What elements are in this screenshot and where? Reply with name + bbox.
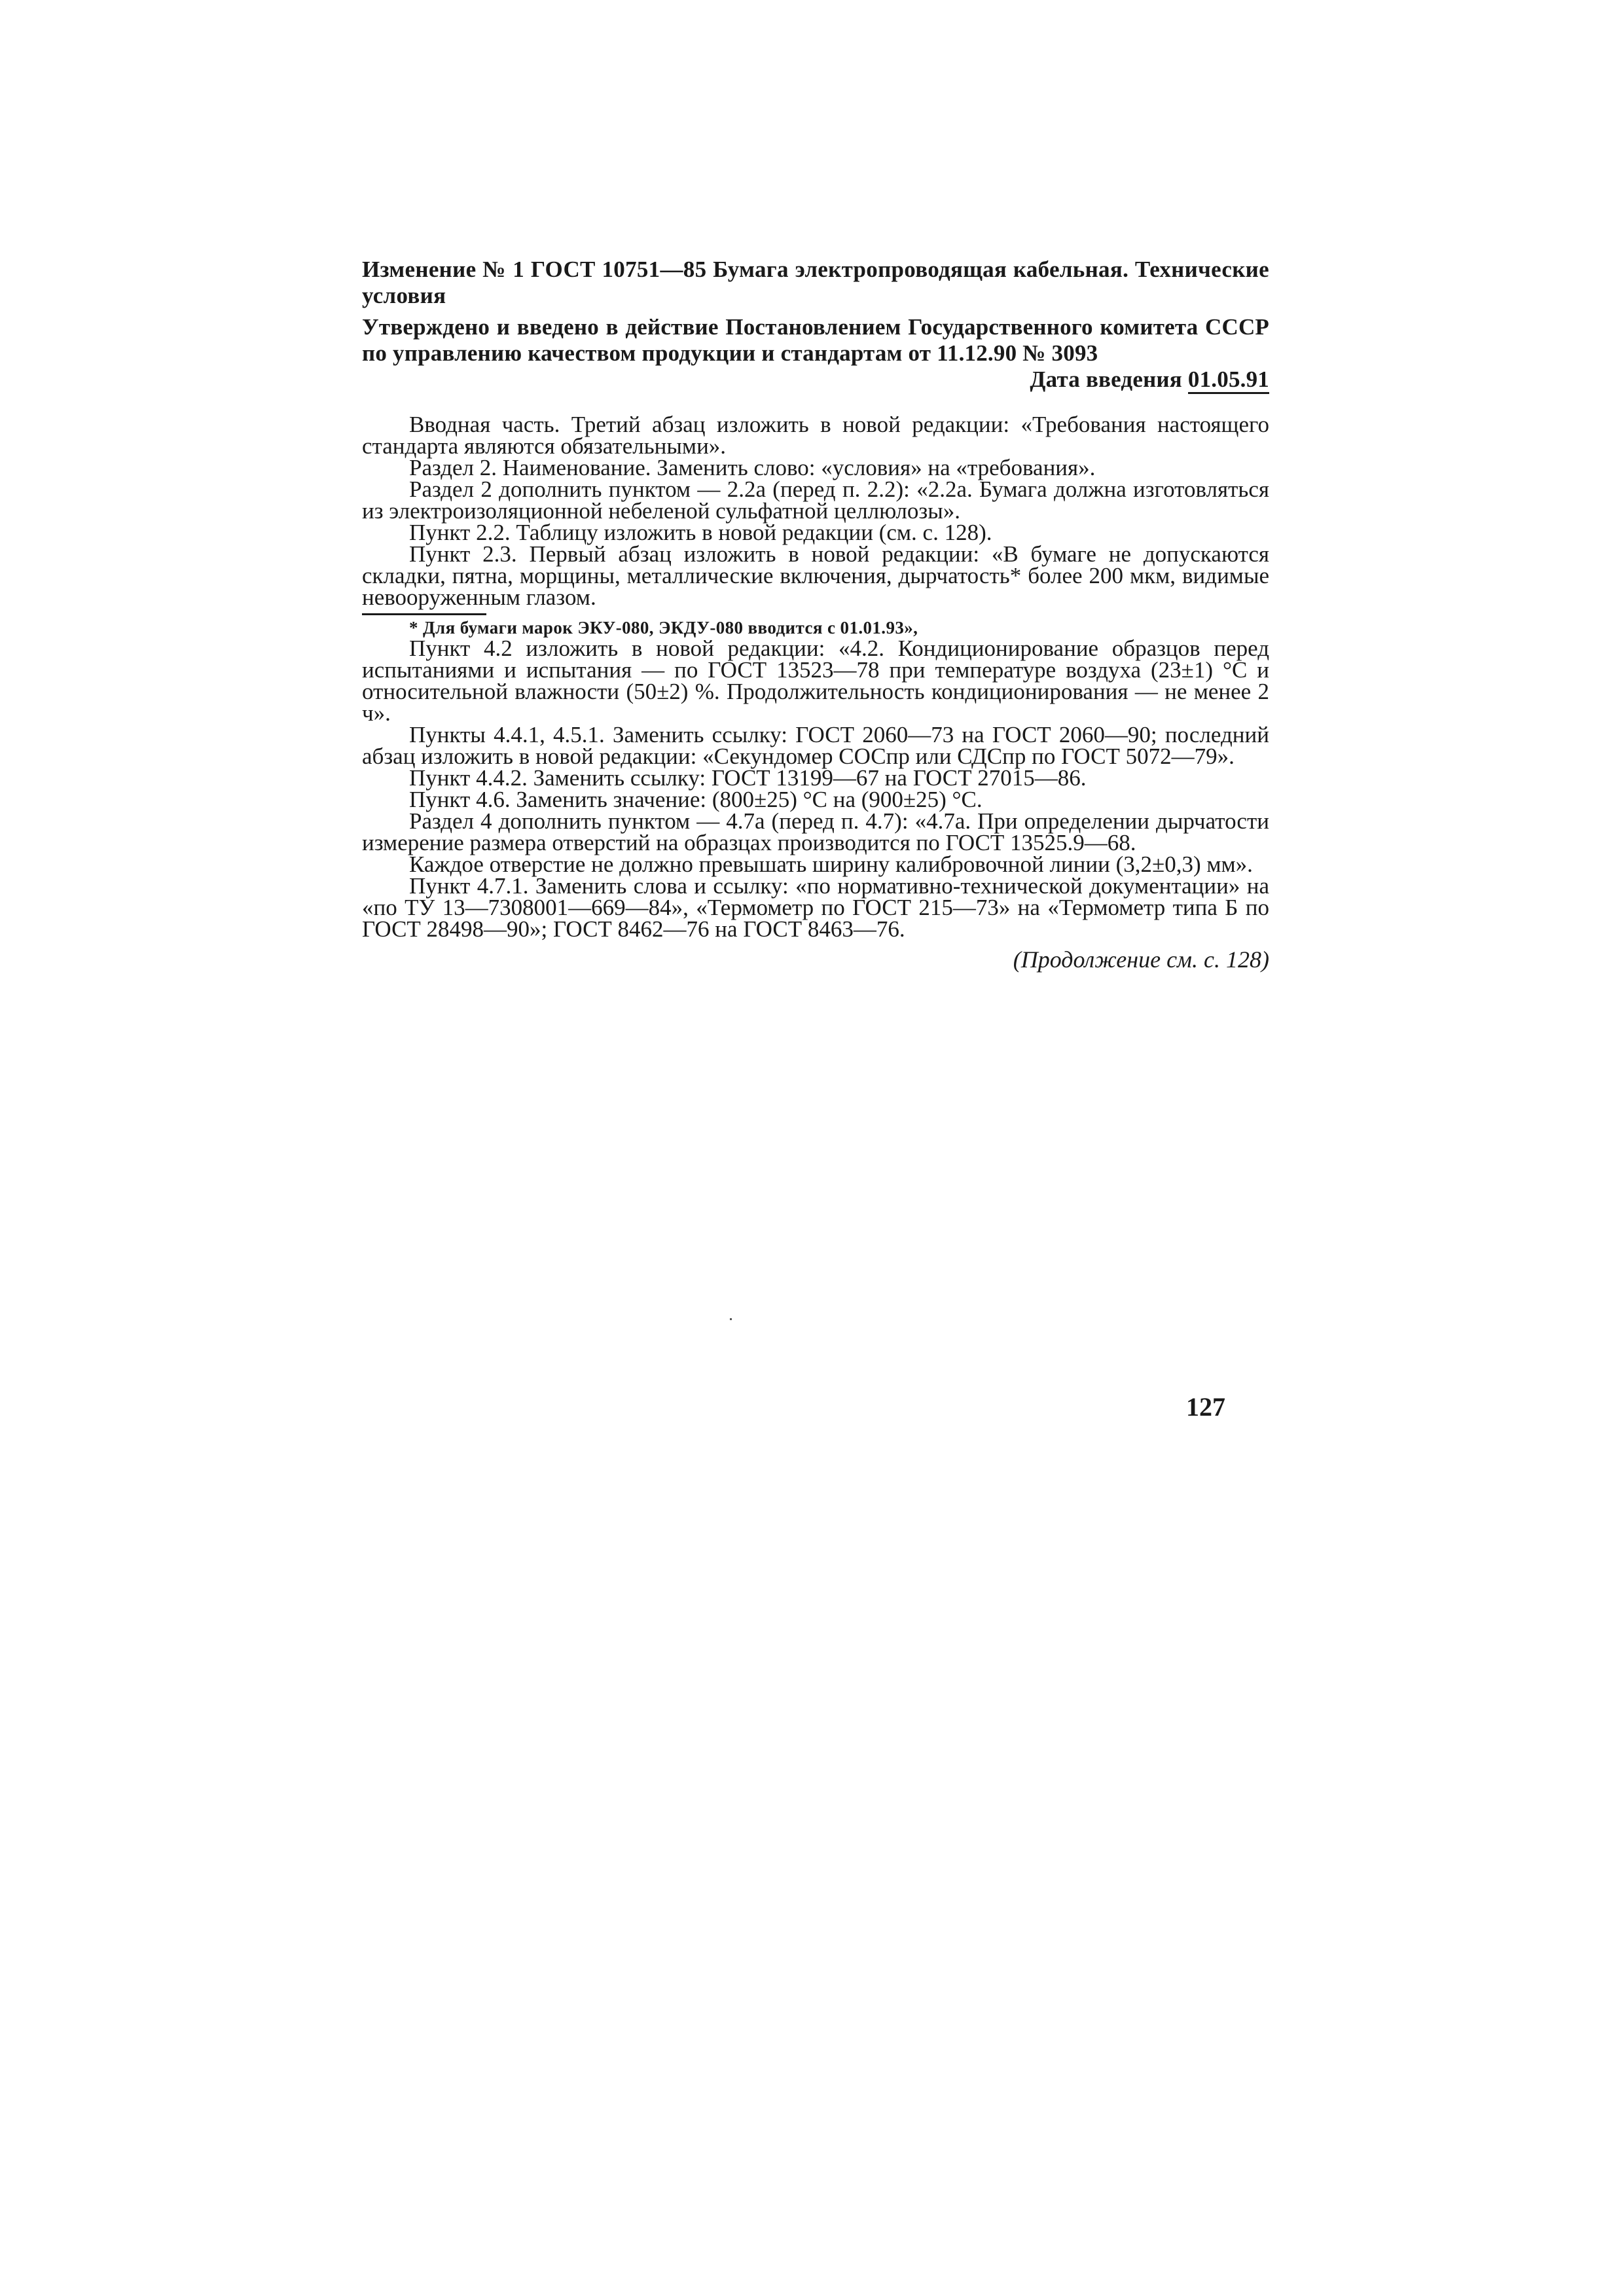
paragraph-items-4-4-1-4-5-1: Пункты 4.4.1, 4.5.1. Заменить ссылку: ГОСТ 2060—73 на ГОСТ 2060—90; последний абзац изложить в новой редакции: «Секундомер СОСпр или СДСпр по ГОСТ 5072—79». — [362, 722, 1269, 769]
print-speck — [730, 1318, 732, 1320]
page-number: 127 — [1186, 1392, 1225, 1422]
introduction-date — [362, 367, 1269, 393]
paragraph-item-2-2: Пункт 2.2. Таблицу изложить в новой редакции (см. с. 128). — [409, 520, 992, 545]
footnote: * Для бумаги марок ЭКУ-080, ЭКДУ-080 вводится с 01.01.93», — [409, 618, 918, 637]
amendment-title: Изменение № 1 ГОСТ 10751—85 Бумага электропроводящая кабельная. Технические условия — [362, 257, 1269, 308]
paragraph-section-4-addition: Раздел 4 дополнить пунктом — 4.7а (перед п. 4.7): «4.7а. При определении дырчатости измерение размера отверстий на образцах производится по ГОСТ 13525.9—68. — [362, 808, 1269, 855]
paragraph-item-4-7-1: Пункт 4.7.1. Заменить слова и ссылку: «по нормативно-технической документации» на «по ТУ 13—7308001—669—84», «Термометр по ГОСТ 215—73» на «Термометр типа Б по ГОСТ 28498—90»; ГОСТ 8462—76 на ГОСТ 8463—76. — [362, 873, 1269, 942]
introduction-date-label: Дата введения — [1030, 367, 1182, 392]
footnote-rule — [362, 613, 486, 615]
paragraph-item-4-4-2: Пункт 4.4.2. Заменить ссылку: ГОСТ 13199—67 на ГОСТ 27015—86. — [409, 765, 1087, 791]
approval-statement — [362, 314, 1269, 393]
paragraph-section-2-addition: Раздел 2 дополнить пунктом — 2.2а (перед п. 2.2): «2.2а. Бумага должна изготовляться из электроизоляционной небеленой сульфатной целлюлозы». — [362, 476, 1269, 524]
approval-text: Утверждено и введено в действие Постановлением Государственного комитета СССР по управлению качеством продукции и стандартам от 11.12.90 № 3093 — [362, 314, 1269, 366]
amendment-body — [362, 414, 1269, 971]
paragraph-item-4-6: Пункт 4.6. Заменить значение: (800±25) °С на (900±25) °С. — [409, 787, 983, 812]
paragraph-intro-part: Вводная часть. Третий абзац изложить в новой редакции: «Требования настоящего стандарта являются обязательными». — [362, 412, 1269, 459]
paragraph-hole-limit: Каждое отверстие не должно превышать ширину калибровочной линии (3,2±0,3) мм». — [409, 852, 1253, 877]
continuation-note: (Продолжение см. с. 128) — [1013, 946, 1269, 973]
paragraph-item-2-3: Пункт 2.3. Первый абзац изложить в новой редакции: «В бумаге не допускаются складки, пятна, морщины, металлические включения, дырчатость* более 200 мкм, видимые невооруженным глазом. — [362, 541, 1269, 610]
paragraph-section-2-name: Раздел 2. Наименование. Заменить слово: «условия» на «требования». — [409, 455, 1096, 480]
introduction-date-value: 01.05.91 — [1188, 367, 1269, 394]
paragraph-item-4-2: Пункт 4.2 изложить в новой редакции: «4.2. Кондиционирование образцов перед испытаниями и испытания — по ГОСТ 13523—78 при температуре воздуха (23±1) °С и относительной влажности (50±2) %. Продолжительность кондиционирования — не менее 2 ч». — [362, 636, 1269, 726]
